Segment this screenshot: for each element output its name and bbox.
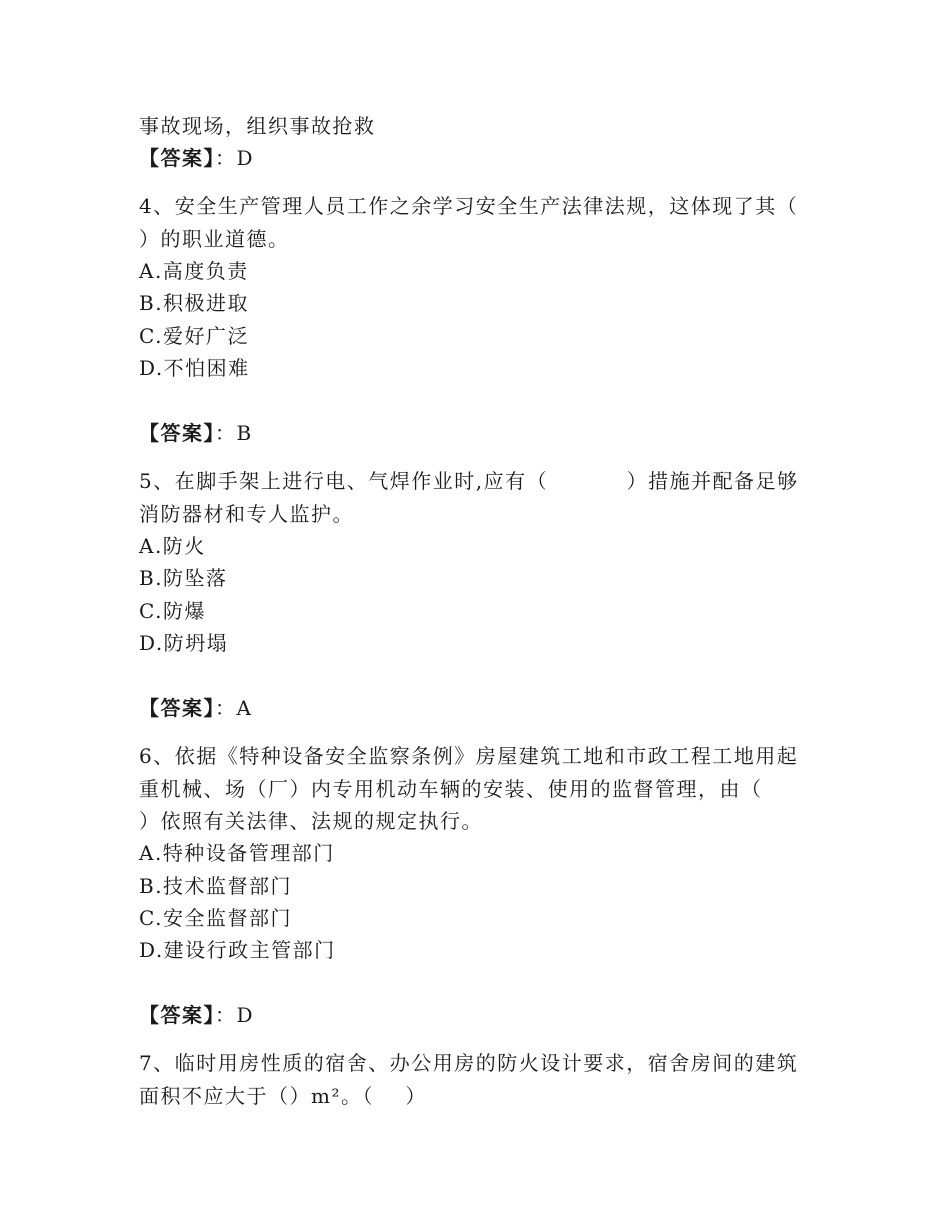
q4-option-d: D.不怕困难 <box>139 356 250 380</box>
q6-option-d: D.建设行政主管部门 <box>139 938 336 962</box>
answer-label: 【答案】 <box>139 421 215 445</box>
answer-separator: ： <box>215 696 237 720</box>
answer-value: D <box>236 1003 255 1027</box>
answer-separator: ： <box>215 1003 237 1027</box>
q7-stem-line2: 面积不应大于（）m²。（ ） <box>139 1084 427 1108</box>
answer-value: D <box>236 146 255 170</box>
answer-value: B <box>236 421 253 445</box>
answer-label: 【答案】 <box>139 696 215 720</box>
q6-option-a: A.特种设备管理部门 <box>139 841 335 865</box>
answer-label: 【答案】 <box>139 1003 215 1027</box>
q4-option-c: C.爱好广泛 <box>139 324 249 348</box>
q4-answer <box>139 420 253 446</box>
answer-value: A <box>236 696 253 720</box>
q5-stem-line1: 5、在脚手架上进行电、气焊作业时,应有（ ）措施并配备足够 <box>139 469 799 493</box>
q4-option-b: B.积极进取 <box>139 291 250 315</box>
q5-option-a: A.防火 <box>139 534 206 558</box>
q4-stem-line1: 4、安全生产管理人员工作之余学习安全生产法律法规，这体现了其（ <box>139 194 799 218</box>
q5-option-c: C.防爆 <box>139 599 206 623</box>
carryover-text: 事故现场，组织事故抢救 <box>139 114 376 138</box>
answer-label: 【答案】 <box>139 146 215 170</box>
q6-answer <box>139 1002 254 1028</box>
q6-option-c: C.安全监督部门 <box>139 906 292 930</box>
q7-stem-line1: 7、临时用房性质的宿舍、办公用房的防火设计要求，宿舍房间的建筑 <box>139 1051 799 1075</box>
answer-separator: ： <box>215 421 237 445</box>
q3-answer <box>139 145 254 171</box>
q5-answer <box>139 695 252 721</box>
q6-stem-line1: 6、依据《特种设备安全监察条例》房屋建筑工地和市政工程工地用起 <box>139 744 799 768</box>
q6-stem-line2: 重机械、场（厂）内专用机动车辆的安装、使用的监督管理，由（ <box>139 777 763 801</box>
q5-option-d: D.防坍塌 <box>139 631 229 655</box>
q5-stem-line2: 消防器材和专人监护。 <box>139 502 354 526</box>
answer-separator: ： <box>215 146 237 170</box>
q5-option-b: B.防坠落 <box>139 566 228 590</box>
q6-option-b: B.技术监督部门 <box>139 874 293 898</box>
q4-option-a: A.高度负责 <box>139 259 249 283</box>
q6-stem-line3: ）依照有关法律、法规的规定执行。 <box>139 809 483 833</box>
q4-stem-line2: ）的职业道德。 <box>139 227 290 251</box>
